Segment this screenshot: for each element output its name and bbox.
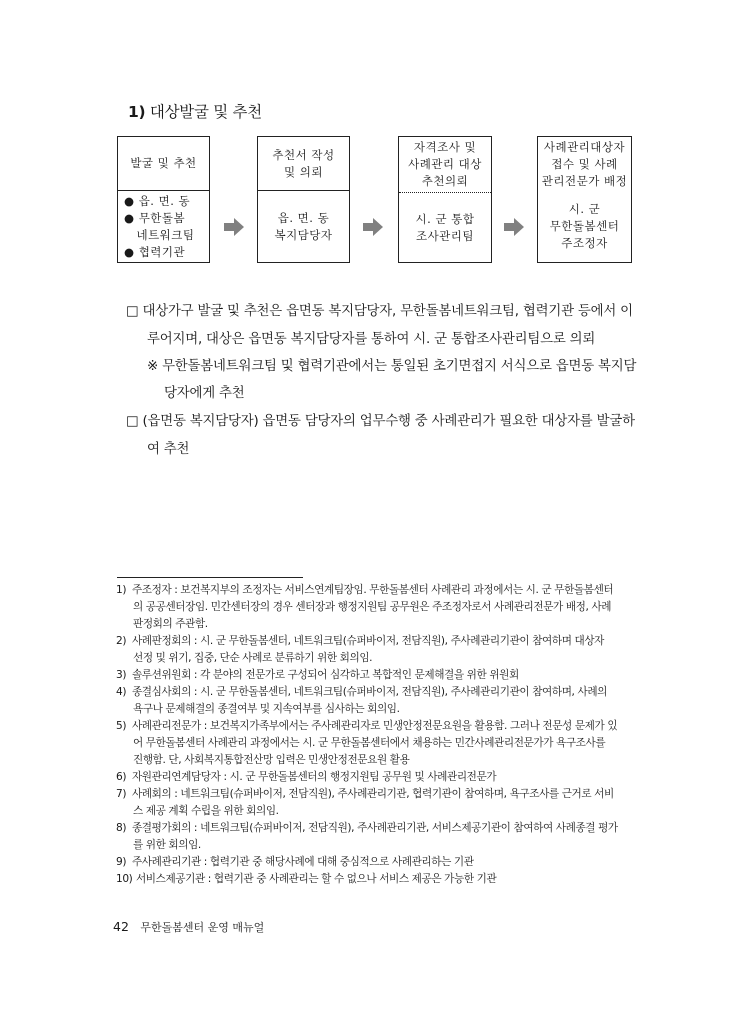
footnote <box>116 821 618 836</box>
footnote-number: 2) <box>116 635 127 647</box>
flow-text: 및 의뢰 <box>284 164 323 179</box>
footnote-text: 자원관리연계담당자 : 시. 군 무한돌봄센터의 행정지원팀 공무원 및 사례관리전문가 <box>131 771 497 783</box>
flow-box-referral <box>257 136 350 263</box>
section-heading <box>128 100 262 122</box>
flow-box-discovery-list <box>118 191 209 262</box>
footnote <box>116 685 607 700</box>
section-number: 1) <box>128 103 146 121</box>
footnote-number: 1) <box>116 584 127 596</box>
footer-title: 무한돌봄센터 운영 매뉴얼 <box>140 921 265 934</box>
body-note-line: 당자에게 추천 <box>164 386 245 401</box>
flow-text: 사례관리대상자 <box>543 140 626 154</box>
flow-text: 복지담당자 <box>274 227 333 242</box>
footnote-text: 사례판정회의 : 시. 군 무한돌봄센터, 네트워크팀(슈퍼바이저, 전담직원), 주사례관리기관이 참여하며 대상자 <box>131 635 605 647</box>
flow-arrow-icon <box>362 218 384 236</box>
flow-text: 접수 및 사례 <box>551 157 618 171</box>
flow-box-eligibility-actor <box>399 193 491 262</box>
flow-bullet: ● 협력기관 <box>124 244 186 259</box>
page-number: 42 <box>113 919 129 934</box>
flow-text: 사례관리 대상 <box>408 157 482 171</box>
flow-text: 무한돌봄센터 <box>549 219 620 233</box>
footnote-text: 주사례관리기관 : 협력기관 중 해당사례에 대해 중심적으로 사례관리하는 기관 <box>131 856 474 868</box>
footnote-number: 6) <box>116 771 127 783</box>
flow-box-eligibility-title <box>399 137 491 192</box>
footnote-separator <box>117 577 303 578</box>
flow-text: 관리전문가 배정 <box>541 174 628 188</box>
section-title: 대상발굴 및 추천 <box>149 103 262 121</box>
flow-bullet: 네트워크팀 <box>124 227 195 242</box>
footnote <box>116 770 496 785</box>
footnote <box>116 719 617 734</box>
flow-text: 시. 군 통합 <box>415 211 475 226</box>
footnote-text: 어 무한돌봄센터 사례관리 과정에서는 시. 군 무한돌봄센터에서 채용하는 민간사례관리전문가가 욕구조사를 <box>133 737 606 749</box>
flow-bullet: ● 읍. 면. 동 <box>124 193 191 208</box>
footnote-text: 욕구나 문제해결의 종결여부 및 지속여부를 심사하는 회의임. <box>133 703 400 715</box>
flow-bullet: ● 무한돌봄 <box>124 210 186 225</box>
flow-text: 읍. 면. 동 <box>277 210 330 225</box>
footnote-text: 의 공공센터장임. 민간센터장의 경우 센터장과 행정지원팀 공무원은 주조정자로서 사례관리전문가 배정, 사례 <box>133 601 612 613</box>
footnote-number: 8) <box>116 822 127 834</box>
footnote-number: 4) <box>116 686 127 698</box>
footnote-text: 판정회의 주관함. <box>133 618 208 630</box>
flow-box-assignment <box>537 136 632 263</box>
footnote <box>116 872 496 887</box>
flow-box-referral-title <box>258 137 349 190</box>
body-paragraph-line: 여 추천 <box>147 442 190 457</box>
footnote <box>116 583 613 598</box>
body-note-line: ※ 무한돌봄네트워크팀 및 협력기관에서는 통일된 초기면접지 서식으로 읍면동 복지담 <box>147 359 637 374</box>
footnote-text: 사례관리전문가 : 보건복지가족부에서는 주사례관리자로 민생안정전문요원을 활용함. 그러나 전문성 문제가 있 <box>131 720 618 732</box>
footnote-number: 7) <box>116 788 127 800</box>
flow-box-referral-actor <box>258 191 349 262</box>
footnote-number: 3) <box>116 669 127 681</box>
flow-text: 주조정자 <box>561 236 608 250</box>
page-footer <box>113 919 264 935</box>
flow-text: 자격조사 및 <box>413 140 477 154</box>
flow-box-assignment-actor <box>538 193 631 262</box>
flow-box-discovery-title: 발굴 및 추천 <box>130 156 197 170</box>
footnote-number: 10) <box>116 873 133 885</box>
footnote <box>116 787 614 802</box>
footnote-text: 진행함. 단, 사회복지통합전산망 입력은 민생안정전문요원 활용 <box>133 754 410 766</box>
flow-arrow-icon <box>503 218 525 236</box>
footnote <box>116 634 604 649</box>
footnote-number: 5) <box>116 720 127 732</box>
footnote-number: 9) <box>116 856 127 868</box>
footnote-text: 종결심사회의 : 시. 군 무한돌봄센터, 네트워크팀(슈퍼바이저, 전담직원), 주사례관리기관이 참여하며, 사례의 <box>131 686 607 698</box>
body-paragraph-line: 루어지며, 대상은 읍면동 복지담당자를 통하여 시. 군 통합조사관리팀으로 의뢰 <box>147 332 596 347</box>
body-paragraph-line: □ 대상가구 발굴 및 추천은 읍면동 복지담당자, 무한돌봄네트워크팀, 협력기관 등에서 이 <box>126 304 633 319</box>
body-paragraph-line: □ (읍면동 복지담당자) 읍면동 담당자의 업무수행 중 사례관리가 필요한 대상자를 발굴하 <box>126 414 635 429</box>
flow-text: 시. 군 <box>568 202 601 216</box>
footnote <box>116 855 474 870</box>
footnote-text: 솔루션위원회 : 각 분야의 전문가로 구성되어 심각하고 복합적인 문제해결을 위한 위원회 <box>131 669 519 681</box>
footnote <box>116 668 519 683</box>
flow-box-eligibility <box>398 136 492 263</box>
flow-arrow-icon <box>223 218 245 236</box>
footnote-text: 종결평가회의 : 네트워크팀(슈퍼바이저, 전담직원), 주사례관리기관, 서비스제공기관이 참여하여 사례종결 평가 <box>131 822 618 834</box>
footnote-text: 서비스제공기관 : 협력기관 중 사례관리는 할 수 없으나 서비스 제공은 가능한 기관 <box>135 873 497 885</box>
footnote-text: 사례회의 : 네트워크팀(슈퍼바이저, 전담직원), 주사례관리기관, 협력기관이 참여하며, 욕구조사를 근거로 서비 <box>131 788 614 800</box>
flow-text: 추천서 작성 <box>272 147 335 162</box>
flow-text: 추천의뢰 <box>421 174 469 188</box>
flow-box-discovery <box>117 136 210 263</box>
footnote-text: 선정 및 위기, 집중, 단순 사례로 분류하기 위한 회의임. <box>133 652 373 664</box>
flow-text: 조사관리팀 <box>415 228 475 243</box>
footnote-text: 스 제공 계획 수립을 위한 회의임. <box>133 805 279 817</box>
footnote-text: 를 위한 회의임. <box>133 839 201 851</box>
footnote-text: 주조정자 : 보건복지부의 조정자는 서비스연계팀장임. 무한돌봄센터 사례관리 과정에서는 시. 군 무한돌봄센터 <box>131 584 614 596</box>
flow-box-assignment-title <box>538 137 631 192</box>
